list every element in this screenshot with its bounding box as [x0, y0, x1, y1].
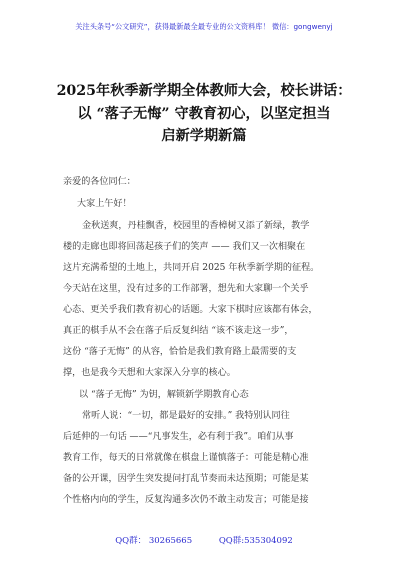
- paragraph-line: 心态、更关乎我们教育初心的话题。大家下棋时应该都有体会，: [63, 305, 318, 315]
- paragraph-line: 这份 “落子无悔” 的从容，恰恰是我们教育路上最需要的支: [63, 347, 297, 357]
- paragraph-line: 个性格内向的学生，反复沟通多次仍不敢主动发言；可能是接: [63, 495, 309, 505]
- paragraph-line: 真正的棋手从不会在落子后反复纠结 “该不该走这一步”，: [63, 326, 294, 336]
- title-line: 以 “落子无悔” 守教育初心，以坚定担当: [77, 105, 331, 122]
- paragraph-line: 金秋送爽，丹桂飘香，校园里的香樟树又添了新绿，教学: [82, 221, 310, 231]
- paragraph-line: 撑，也是我今天想和大家深入分享的核心。: [63, 368, 236, 378]
- paragraph-line: 这片充满希望的土地上，共同开启 2025 年秋季新学期的征程。: [63, 263, 320, 273]
- greeting: 大家上午好！: [77, 199, 132, 209]
- paragraph-line: 后延伸的一句话 ——“凡事发生，必有利于我”。咱们从事: [63, 432, 294, 442]
- paragraph-line: 楼的走廊也即将回荡起孩子们的笑声 —— 我们又一次相聚在: [63, 242, 306, 252]
- paragraph-line: 备的公开课，因学生突发提问打乱节奏而未达预期；可能是某: [63, 474, 309, 484]
- paragraph-line: 常听人说：“一切，都是最好的安排。” 我特别认同往: [82, 411, 290, 421]
- qq-group-1: QQ群： 30265665: [115, 536, 193, 546]
- paragraph-line: 今天站在这里，没有过多的工作部署，想先和大家聊一个关乎: [63, 284, 309, 294]
- section-heading: 以 “落子无悔” 为钥，解锁新学期教育心态: [79, 390, 249, 400]
- qq-group-2: QQ群:535304092: [218, 536, 293, 546]
- salutation: 亲爱的各位同仁：: [63, 177, 136, 187]
- document-title: [30, 80, 378, 148]
- title-line: 启新学期新篇: [161, 128, 247, 144]
- paragraph-line: 教育工作，每天的日常就像在棋盘上谨慎落子：可能是精心准: [63, 453, 309, 463]
- top-banner: 关注头条号“公文研究”，获得最新最全最专业的公文资料库！ 微信：gongwenyj: [75, 22, 333, 31]
- title-line: 2025年秋季新学期全体教师大会，校长讲话：: [56, 83, 352, 99]
- footer-contacts: [0, 534, 408, 546]
